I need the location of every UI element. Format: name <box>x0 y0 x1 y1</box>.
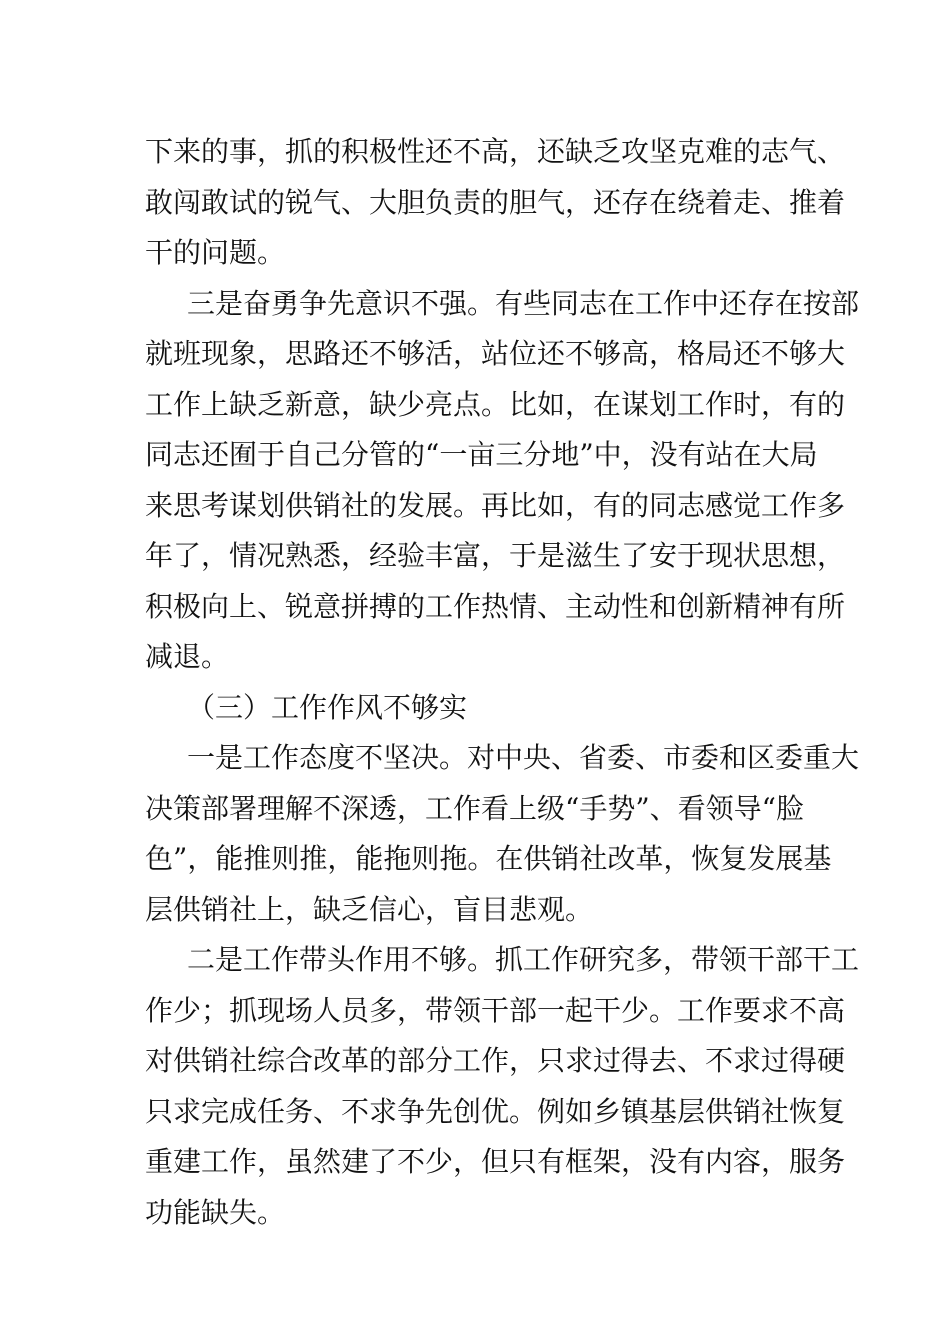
text-line: 对供销社综合改革的部分工作，只求过得去、不求过得硬 <box>145 1044 846 1077</box>
text-line: 就班现象，思路还不够活，站位还不够高，格局还不够大 <box>145 337 846 370</box>
text-line: 功能缺失。 <box>145 1195 286 1229</box>
text-line: 层供销社上，缺乏信心，盲目悲观。 <box>145 892 594 926</box>
text-line: 干的问题。 <box>145 236 286 269</box>
text-line: 工作上缺乏新意，缺少亮点。比如，在谋划工作时，有的 <box>145 387 846 421</box>
text-line: 二是工作带头作用不够。抓工作研究多，带领干部干工 <box>187 943 860 976</box>
text-line: 只求完成任务、不求争先创优。例如乡镇基层供销社恢复 <box>145 1094 846 1128</box>
text-line: 一是工作态度不坚决。对中央、省委、市委和区委重大 <box>187 741 860 774</box>
text-line: 敢闯敢试的锐气、大胆负责的胆气，还存在绕着走、推着 <box>145 185 846 219</box>
text-line: 作少；抓现场人员多，带领干部一起干少。工作要求不高 <box>145 993 846 1027</box>
text-line: 积极向上、锐意拼搏的工作热情、主动性和创新精神有所 <box>145 589 846 623</box>
section-heading: （三）工作作风不够实 <box>187 690 468 724</box>
text-line: 下来的事，抓的积极性还不高，还缺乏攻坚克难的志气、 <box>145 135 846 168</box>
text-line: 来思考谋划供销社的发展。再比如，有的同志感觉工作多 <box>145 488 846 522</box>
text-line: 三是奋勇争先意识不强。有些同志在工作中还存在按部 <box>187 286 860 320</box>
text-line: 重建工作，虽然建了不少，但只有框架，没有内容，服务 <box>145 1145 846 1178</box>
body-text <box>145 127 860 1238</box>
text-line: 色”，能推则推，能拖则拖。在供销社改革，恢复发展基 <box>145 842 832 875</box>
text-line: 减退。 <box>145 640 230 673</box>
text-line: 年了，情况熟悉，经验丰富，于是滋生了安于现状思想， <box>145 539 846 572</box>
text-line: 决策部署理解不深透，工作看上级“手势”、看领导“脸 <box>145 791 804 825</box>
text-line: 同志还囿于自己分管的“一亩三分地”中，没有站在大局 <box>145 438 818 471</box>
